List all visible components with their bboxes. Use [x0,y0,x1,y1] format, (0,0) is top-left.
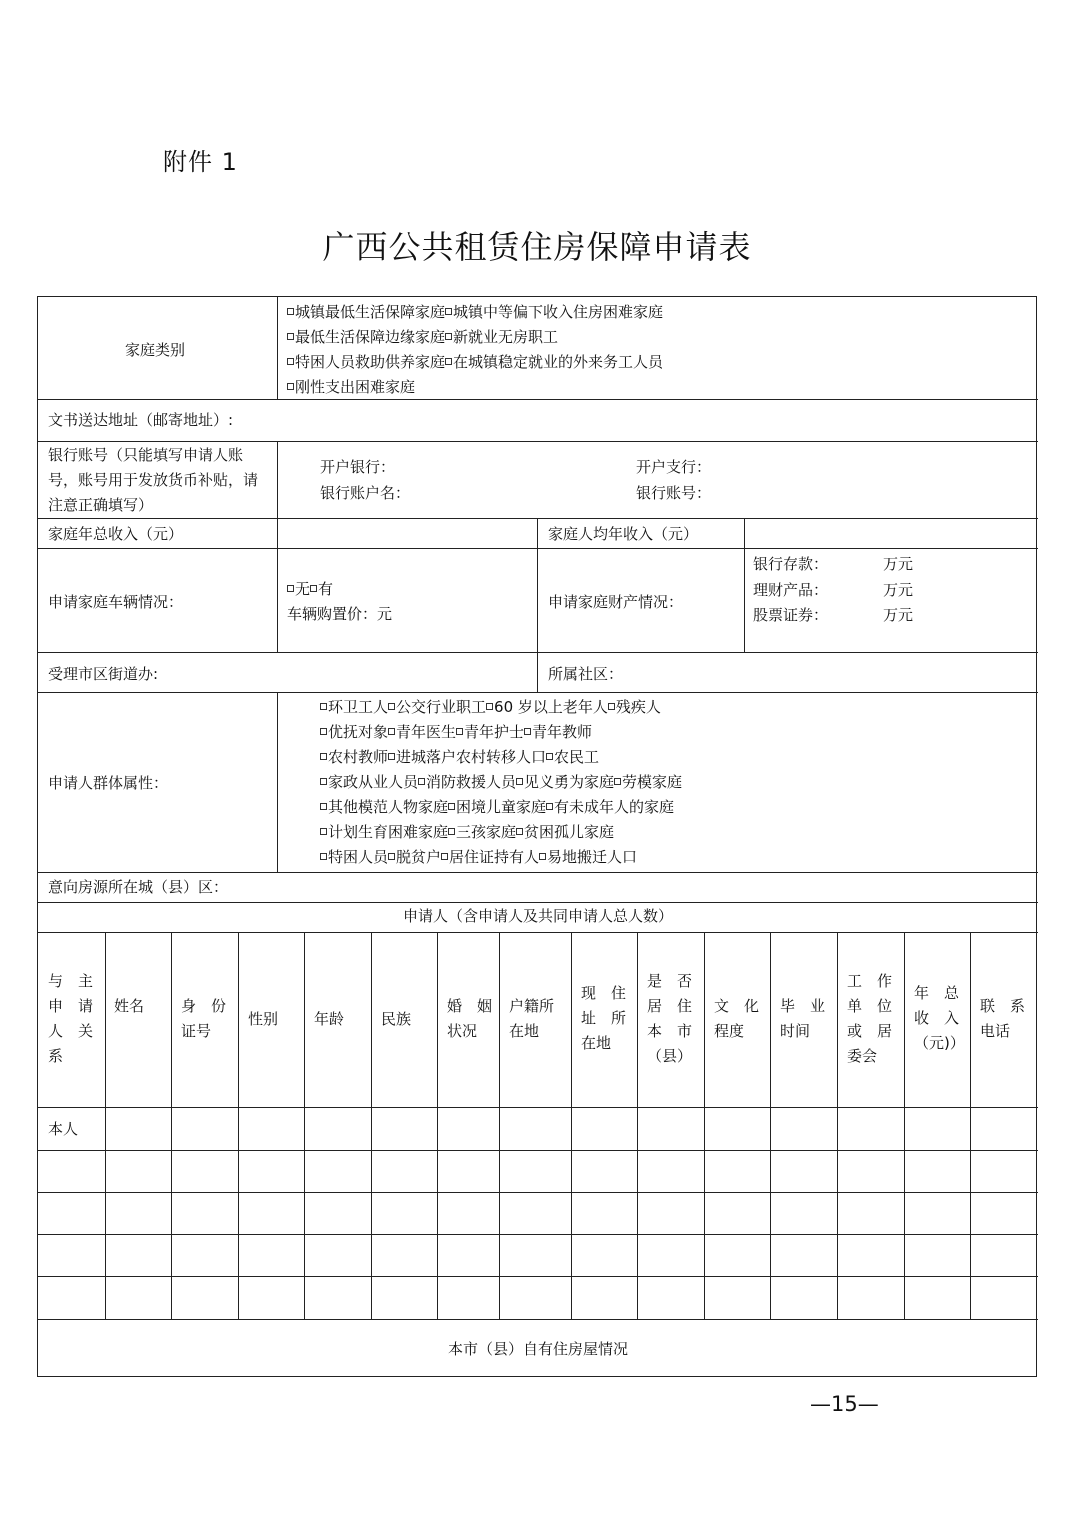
col-divider [537,652,538,692]
option-label: 城镇中等偏下收入住房困难家庭 [453,303,664,321]
account-number-field[interactable]: 银行账号： [636,484,712,502]
header-gender: 性别 [248,1010,279,1028]
page-number: —15— [810,1392,879,1416]
col-divider [238,932,239,1319]
application-form [37,296,1037,1377]
family-type-options [287,300,663,400]
col-divider [277,692,278,872]
address-label: 文书送达地址（邮寄地址）: [48,411,234,429]
checkbox[interactable] [445,333,452,340]
checkbox[interactable] [388,753,395,760]
checkbox[interactable] [445,308,452,315]
checkbox[interactable] [287,358,294,365]
bank-label [48,443,258,518]
finance-label: 理财产品： [753,581,829,599]
option-label: 消防救援人员 [426,773,517,791]
option-label: 有 [318,580,334,598]
option-label: 农村教师 [328,748,389,766]
group-line [320,845,682,870]
option-label: 居住证持有人 [449,848,540,866]
row-divider [38,441,1038,442]
community-label: 所属社区： [548,665,624,683]
stock-label: 股票证券： [753,606,829,624]
col-divider [437,932,438,1319]
header-education: 文 化 程度 [714,997,760,1040]
checkbox[interactable] [320,853,327,860]
checkbox[interactable] [287,383,294,390]
checkbox[interactable] [320,728,327,735]
checkbox[interactable] [441,853,448,860]
applicants-title: 申请人（含申请人及共同申请人总人数） [402,907,673,925]
group-line [320,720,682,745]
col-divider [637,932,638,1319]
checkbox[interactable] [320,778,327,785]
housing-section-label: 本市（县）自有住房屋情况 [447,1340,628,1358]
header-name: 姓名 [114,997,145,1015]
group-line [320,695,682,720]
option-label: 城镇最低生活保障家庭 [295,303,446,321]
total-income-input[interactable] [279,520,535,546]
bank-label-line: 注意正确填写） [48,496,154,514]
col-divider [537,518,538,652]
open-bank-field[interactable]: 开户银行： [320,458,396,476]
stock-unit: 万元 [883,606,914,624]
checkbox[interactable] [486,703,493,710]
checkbox[interactable] [445,358,452,365]
option-label: 青年护士 [464,723,525,741]
option-label: 家政从业人员 [328,773,419,791]
header-marriage: 婚 姻 状况 [447,997,493,1040]
option-label: 在城镇稳定就业的外来务工人员 [453,353,664,371]
checkbox[interactable] [524,728,531,735]
avg-income-label: 家庭人均年收入（元） [548,525,699,543]
property-label: 申请家庭财产情况： [548,593,684,611]
option-label: 困境儿童家庭 [456,798,547,816]
header-current-address: 现 住 址 所 在地 [581,984,627,1052]
row-divider [38,932,1038,933]
vehicle-label: 申请家庭车辆情况： [48,593,184,611]
option-label: 青年医生 [396,723,457,741]
row-divider [38,1107,1038,1108]
option-label: 60 岁以上老年人 [494,698,608,716]
account-name-field[interactable]: 银行账户名： [320,484,411,502]
col-divider [704,932,705,1319]
group-options [320,695,682,870]
branch-field[interactable]: 开户支行： [636,458,712,476]
header-local-residence: 是 否 居 住 本 市 （县） [647,972,693,1065]
option-label: 计划生育困难家庭 [328,823,449,841]
option-label: 青年教师 [532,723,593,741]
checkbox[interactable] [456,728,463,735]
checkbox[interactable] [608,703,615,710]
form-title: 广西公共租赁住房保障申请表 [322,228,752,266]
bank-label-line: 号，账号用于发放货币补贴，请 [48,471,259,489]
checkbox[interactable] [516,828,523,835]
deposit-label: 银行存款： [753,555,829,573]
option-label: 刚性支出困难家庭 [295,378,416,396]
header-graduation: 毕 业 时间 [780,997,826,1040]
col-divider [371,932,372,1319]
street-office-label: 受理市区街道办: [48,665,159,683]
row-divider [38,1192,1038,1193]
option-label: 脱贫户 [396,848,442,866]
checkbox[interactable] [388,853,395,860]
intent-label: 意向房源所在城（县）区： [48,878,229,896]
checkbox[interactable] [516,778,523,785]
checkbox[interactable] [546,803,553,810]
checkbox[interactable] [546,753,553,760]
col-divider [970,932,971,1319]
header-workplace: 工 作 单 位 或 居 委会 [847,972,893,1065]
total-income-label: 家庭年总收入（元） [48,525,184,543]
row-divider [38,1234,1038,1235]
option-label: 贫困孤儿家庭 [524,823,615,841]
row-self-label: 本人 [48,1120,79,1138]
checkbox[interactable] [388,728,395,735]
checkbox[interactable] [614,778,621,785]
col-divider [277,548,278,652]
checkbox[interactable] [287,308,294,315]
family-type-label: 家庭类别 [125,341,186,359]
col-divider [904,932,905,1319]
header-id: 身 份 证号 [181,997,227,1040]
option-label: 其他模范人物家庭 [328,798,449,816]
col-divider [571,932,572,1319]
header-age: 年龄 [314,1010,345,1028]
checkbox[interactable] [539,853,546,860]
checkbox[interactable] [287,585,294,592]
checkbox[interactable] [388,703,395,710]
col-divider [304,932,305,1319]
group-label: 申请人群体属性： [48,774,169,792]
header-annual-income: 年 总 收 入 （元)） [914,984,965,1052]
option-label: 有未成年人的家庭 [554,798,675,816]
col-divider [744,518,745,652]
group-line [320,795,682,820]
checkbox[interactable] [320,753,327,760]
finance-unit: 万元 [883,581,914,599]
deposit-unit: 万元 [883,555,914,573]
option-label: 无 [295,580,311,598]
header-ethnic: 民族 [381,1010,412,1028]
col-divider [105,932,106,1319]
checkbox[interactable] [418,778,425,785]
row-divider [38,1276,1038,1277]
option-label: 最低生活保障边缘家庭 [295,328,446,346]
checkbox[interactable] [310,585,317,592]
col-divider [277,441,278,548]
option-label: 农民工 [554,748,600,766]
option-label: 见义勇为家庭 [524,773,615,791]
option-label: 易地搬迁人口 [547,848,638,866]
group-line [320,820,682,845]
header-hukou: 户籍所 在地 [509,997,555,1040]
col-divider [277,297,278,399]
col-divider [770,932,771,1319]
option-label: 进城落户农村转移人口 [396,748,547,766]
group-line [320,745,682,770]
checkbox[interactable] [448,828,455,835]
header-phone: 联 系 电话 [980,997,1026,1040]
option-label: 环卫工人 [328,698,389,716]
row-divider [38,1150,1038,1151]
checkbox[interactable] [320,803,327,810]
attachment-label: 附件 1 [163,148,238,176]
row-divider [38,1319,1038,1320]
row-divider [38,692,1038,693]
col-divider [171,932,172,1319]
option-label: 劳模家庭 [622,773,683,791]
option-label: 三孩家庭 [456,823,517,841]
checkbox[interactable] [448,803,455,810]
option-label: 特困人员救助供养家庭 [295,353,446,371]
option-label: 优抚对象 [328,723,389,741]
vehicle-price[interactable]: 车辆购置价：元 [287,605,393,623]
option-label: 公交行业职工 [396,698,487,716]
option-label: 特困人员 [328,848,389,866]
group-line [320,770,682,795]
header-relation: 与 主 申 请 人 关 系 [48,972,94,1065]
bank-label-line: 银行账号（只能填写申请人账 [48,446,244,464]
row-divider [38,872,1038,873]
vehicle-options [287,577,333,602]
option-label: 残疾人 [615,698,661,716]
checkbox[interactable] [320,828,327,835]
col-divider [837,932,838,1319]
col-divider [499,932,500,1319]
avg-income-input[interactable] [746,520,1036,546]
row-divider [38,902,1038,903]
checkbox[interactable] [320,703,327,710]
option-label: 新就业无房职工 [453,328,559,346]
checkbox[interactable] [287,333,294,340]
